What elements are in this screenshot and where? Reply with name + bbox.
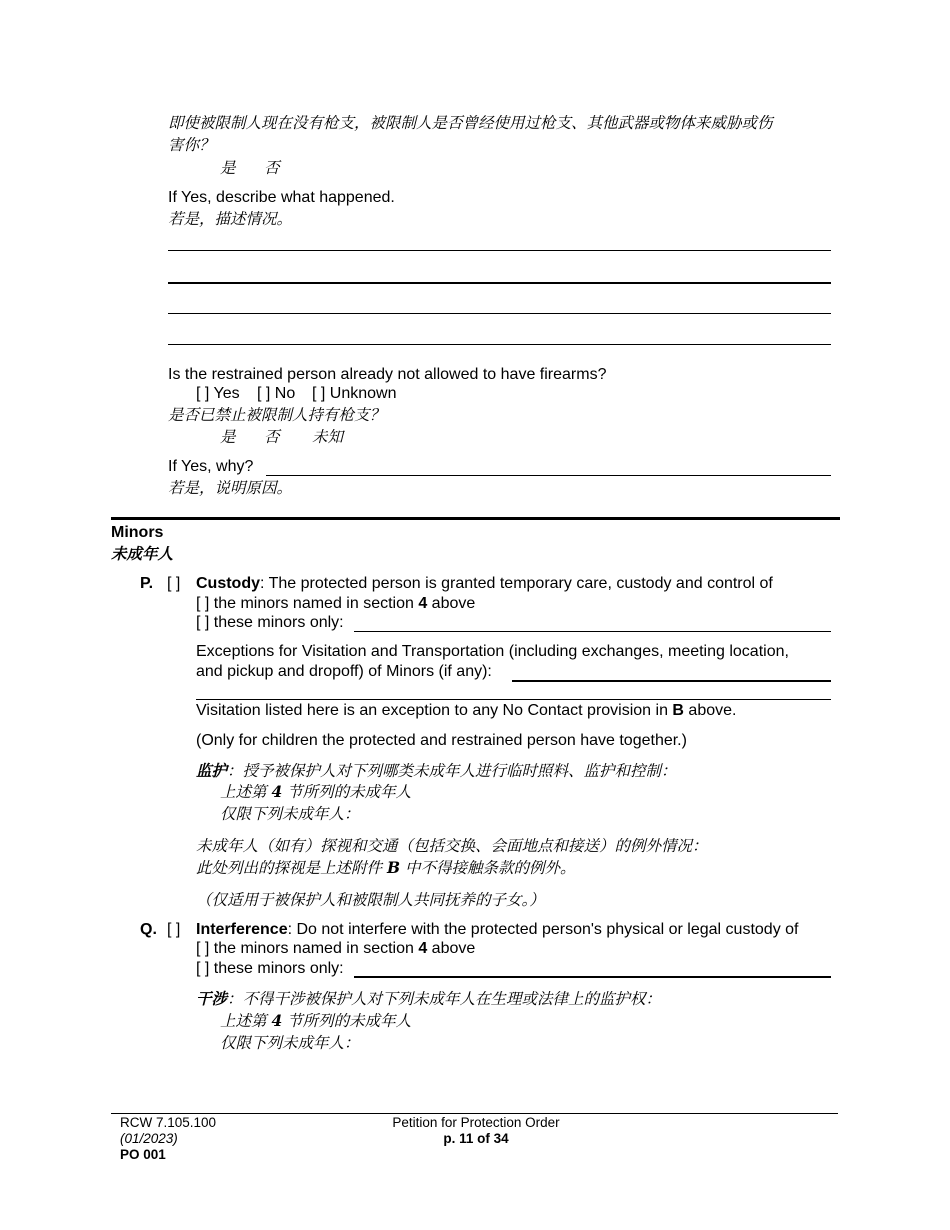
interference-opt1-pre: [ ] the minors named in section xyxy=(196,940,419,957)
only-children-note: (Only for children the protected and restrained person have together.) xyxy=(196,732,687,749)
firearms-yes-checkbox[interactable]: [ ] Yes xyxy=(196,385,240,402)
describe-label-zh: 若是，描述情况。 xyxy=(168,210,293,228)
interference-text: : Do not interfere with the protected person's physical or legal custody of xyxy=(287,921,799,938)
interference-checkbox[interactable]: [ ] xyxy=(167,921,181,938)
visitation-b: B xyxy=(672,702,684,719)
exceptions-label-line1: Exceptions for Visitation and Transportation (including exchanges, meeting location, xyxy=(196,643,789,660)
visitation-zh-pre: 此处列出的探视是上述附件 xyxy=(196,859,387,877)
item-q-letter: Q. xyxy=(140,921,157,938)
interference-opt-section4-checkbox[interactable] xyxy=(196,939,475,959)
firearms-no-checkbox[interactable]: [ ] No xyxy=(257,385,296,402)
interference-zh-text: ：不得干涉被保护人对下列未成年人在生理或法律上的监护权： xyxy=(227,990,662,1008)
visitation-zh-post: 中不得接触条款的例外。 xyxy=(400,859,576,877)
section-divider xyxy=(111,517,840,520)
interference-zh-opt2: 仅限下列未成年人： xyxy=(220,1034,360,1052)
why-answer-line[interactable] xyxy=(266,475,831,476)
exceptions-label-line2: and pickup and dropoff) of Minors (if any): xyxy=(196,663,492,680)
firearms-unknown-checkbox[interactable]: [ ] Unknown xyxy=(312,385,397,402)
exceptions-answer-line-1[interactable] xyxy=(512,680,831,682)
custody-checkbox[interactable]: [ ] xyxy=(167,575,181,592)
footer-divider xyxy=(111,1113,838,1114)
custody-opt-section4-checkbox[interactable] xyxy=(196,594,475,614)
interference-zh-opt1-num: 4 xyxy=(271,1011,283,1030)
weapons-question-zh-line2: 害你？ xyxy=(168,136,215,154)
interference-minors-answer-line[interactable] xyxy=(354,976,831,978)
interference-statement xyxy=(196,920,798,940)
custody-zh-opt1-post: 节所列的未成年人 xyxy=(282,783,412,801)
minors-heading-zh: 未成年人 xyxy=(111,544,174,563)
interference-opt1-num: 4 xyxy=(418,940,428,957)
why-label-en: If Yes, why? xyxy=(168,458,254,475)
firearms-question-zh: 是否已禁止被限制人持有枪支？ xyxy=(168,406,386,424)
firearms-question-en: Is the restrained person already not allowed to have firearms? xyxy=(168,366,607,383)
custody-minors-answer-line[interactable] xyxy=(354,631,831,632)
interference-title: Interference xyxy=(196,921,288,938)
visitation-pre: Visitation listed here is an exception to any No Contact provision in xyxy=(196,702,673,719)
interference-zh-opt1-post: 节所列的未成年人 xyxy=(282,1012,412,1030)
interference-opt1-post: above xyxy=(427,940,476,957)
visitation-note xyxy=(196,701,736,721)
footer-date: (01/2023) xyxy=(120,1131,178,1146)
custody-zh-statement xyxy=(196,761,677,781)
footer-rcw: RCW 7.105.100 xyxy=(120,1115,217,1130)
no-zh-label: 否 xyxy=(264,159,280,177)
exceptions-answer-line-2[interactable] xyxy=(196,699,831,700)
custody-title: Custody xyxy=(196,575,260,592)
item-p-letter: P. xyxy=(140,575,154,592)
custody-opt1-num: 4 xyxy=(418,595,428,612)
yes-zh-label: 是 xyxy=(220,159,236,177)
footer-page-number: p. 11 of 34 xyxy=(443,1131,509,1146)
visitation-post: above. xyxy=(683,702,737,719)
custody-zh-opt2: 仅限下列未成年人： xyxy=(220,805,360,823)
describe-answer-line-3[interactable] xyxy=(168,313,831,314)
interference-zh-statement xyxy=(196,989,661,1009)
only-children-zh: （仅适用于被保护人和被限制人共同抚养的子女。） xyxy=(196,891,545,909)
custody-statement xyxy=(196,574,773,594)
firearms-no-zh: 否 xyxy=(264,428,280,446)
minors-heading-en: Minors xyxy=(111,524,164,541)
interference-zh-title: 干涉 xyxy=(196,989,228,1008)
why-label-zh: 若是，说明原因。 xyxy=(168,479,293,497)
describe-answer-line-1[interactable] xyxy=(168,250,831,251)
describe-answer-line-4[interactable] xyxy=(168,344,831,345)
firearms-yes-zh: 是 xyxy=(220,428,236,446)
visitation-zh xyxy=(196,858,575,878)
custody-zh-title: 监护 xyxy=(196,761,228,780)
interference-zh-opt1 xyxy=(220,1011,411,1031)
custody-zh-opt1-pre: 上述第 xyxy=(220,783,272,801)
describe-label-en: If Yes, describe what happened. xyxy=(168,189,395,206)
weapons-question-zh-line1: 即使被限制人现在没有枪支，被限制人是否曾经使用过枪支、其他武器或物体来威胁或伤 xyxy=(168,114,773,132)
custody-opt1-pre: [ ] the minors named in section xyxy=(196,595,419,612)
interference-opt-these-minors-checkbox[interactable]: [ ] these minors only: xyxy=(196,960,344,977)
custody-opt-these-minors-checkbox[interactable]: [ ] these minors only: xyxy=(196,614,344,631)
custody-zh-opt1-num: 4 xyxy=(271,782,283,801)
interference-zh-opt1-pre: 上述第 xyxy=(220,1012,272,1030)
custody-zh-text: ：授予被保护人对下列哪类未成年人进行临时照料、监护和控制： xyxy=(227,762,677,780)
visitation-zh-b: B xyxy=(386,858,401,877)
firearms-unknown-zh: 未知 xyxy=(312,428,344,446)
footer-form-number: PO 001 xyxy=(120,1147,166,1162)
custody-text: : The protected person is granted temporary care, custody and control of xyxy=(260,575,773,592)
describe-answer-line-2[interactable] xyxy=(168,282,831,284)
custody-zh-opt1 xyxy=(220,782,411,802)
footer-title: Petition for Protection Order xyxy=(392,1115,560,1130)
custody-opt1-post: above xyxy=(427,595,476,612)
exceptions-zh: 未成年人（如有）探视和交通（包括交换、会面地点和接送）的例外情况： xyxy=(196,837,708,855)
